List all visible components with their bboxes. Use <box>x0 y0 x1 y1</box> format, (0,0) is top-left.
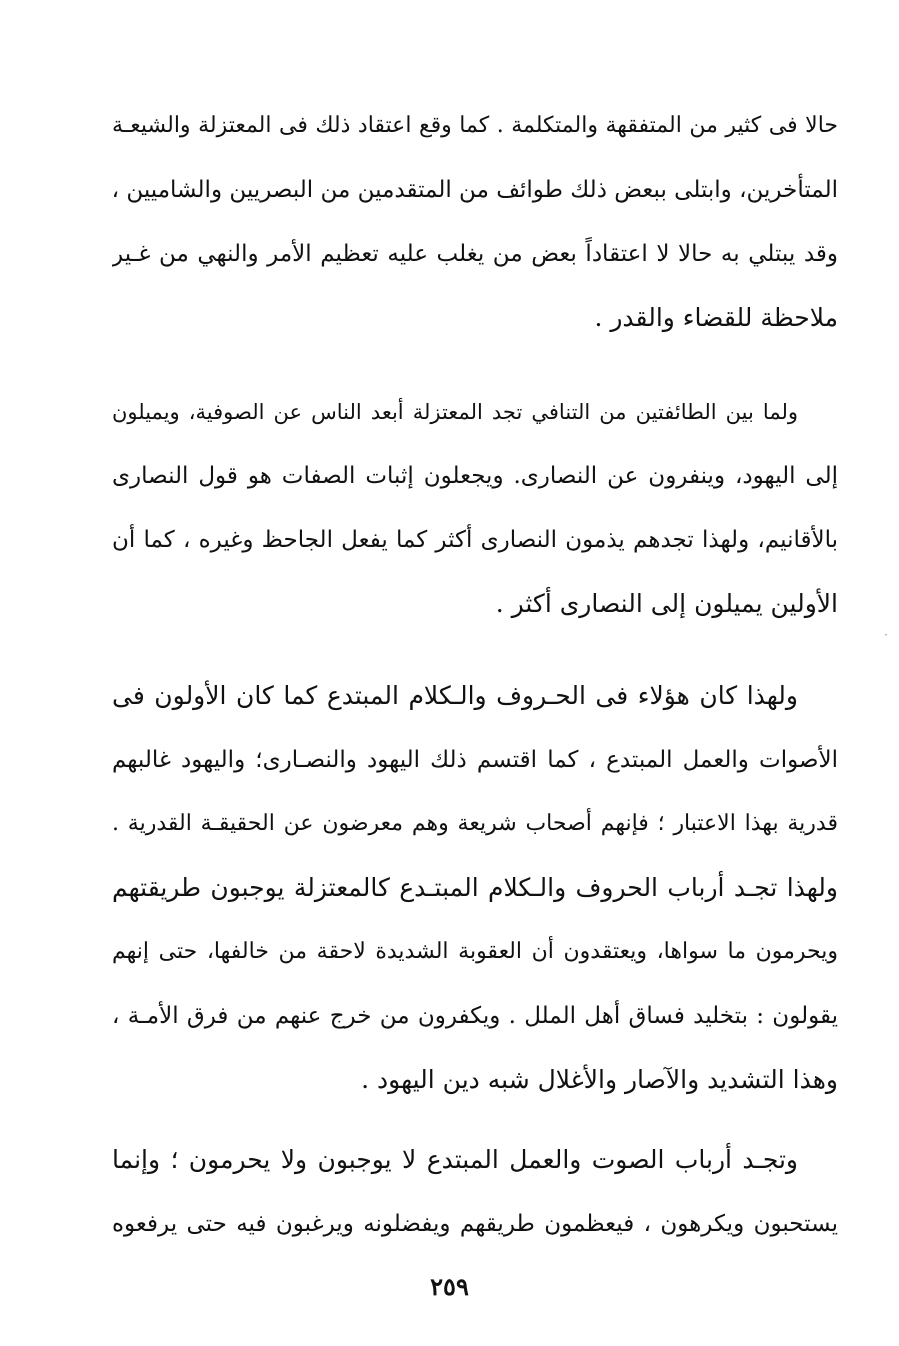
text-line: ملاحظة للقضاء والقدر . <box>594 303 838 332</box>
text-line: يقولون : بتخليد فساق أهل الملل . ويكفرون من خرج عنهم من فرق الأمـة ، <box>112 1003 838 1029</box>
text-line: ولهذا تجـد أرباب الحروف والـكلام المبتـدع كالمعتزلة يوجبون طريقتهم <box>112 873 838 902</box>
paragraph-3 <box>112 664 838 1112</box>
text-line: قدرية بهذا الاعتبار ؛ فإنهم أصحاب شريعة وهم معرضون عن الحقيقـة القدرية . <box>112 811 838 836</box>
text-line: المتأخرين، وابتلى ببعض ذلك طوائف من المتقدمين من البصريين والشاميين ، <box>112 177 838 203</box>
text-line: بالأقانيم، ولهذا تجدهم يذمون النصارى أكثر كما يفعل الجاحظ وغيره ، كما أن <box>112 527 838 553</box>
text-line: وتجـد أرباب الصوت والعمل المبتدع لا يوجبون ولا يحرمون ؛ وإنما <box>112 1145 798 1174</box>
text-line: إلى اليهود، وينفرون عن النصارى. ويجعلون إثبات الصفات هو قول النصارى <box>112 463 838 489</box>
margin-mark: · <box>884 628 888 642</box>
text-line: حالا فى كثير من المتفقهة والمتكلمة . كما وقع اعتقاد ذلك فى المعتزلة والشيعـة <box>112 113 838 138</box>
text-line: الأصوات والعمل المبتدع ، كما اقتسم ذلك اليهود والنصـارى؛ واليهود غالبهم <box>112 747 838 773</box>
text-line: ويحرمون ما سواها، ويعتقدون أن العقوبة الشديدة لاحقة من خالفها، حتى إنهم <box>112 939 838 964</box>
paragraph-2 <box>112 380 838 636</box>
text-line: وقد يبتلي به حالا لا اعتقاداً بعض من يغلب عليه تعظيم الأمر والنهي من غـير <box>112 241 838 267</box>
text-line: ولما بين الطائفتين من التنافي تجد المعتزلة أبعد الناس عن الصوفية، ويميلون <box>112 400 798 424</box>
paragraph-1 <box>112 94 838 350</box>
text-line: يستحبون ويكرهون ، فيعظمون طريقهم ويفضلونه ويرغبون فيه حتى يرفعوه <box>112 1211 838 1237</box>
text-line: ولهذا كان هؤلاء فى الحـروف والـكلام المبتدع كما كان الأولون فى <box>112 681 798 710</box>
text-line: الأولين يميلون إلى النصارى أكثر . <box>495 589 838 618</box>
text-line: وهذا التشديد والآصار والأغلال شبه دين اليهود . <box>361 1065 838 1094</box>
paragraph-4 <box>112 1128 838 1256</box>
page-number: ٢٥٩ <box>430 1272 469 1301</box>
